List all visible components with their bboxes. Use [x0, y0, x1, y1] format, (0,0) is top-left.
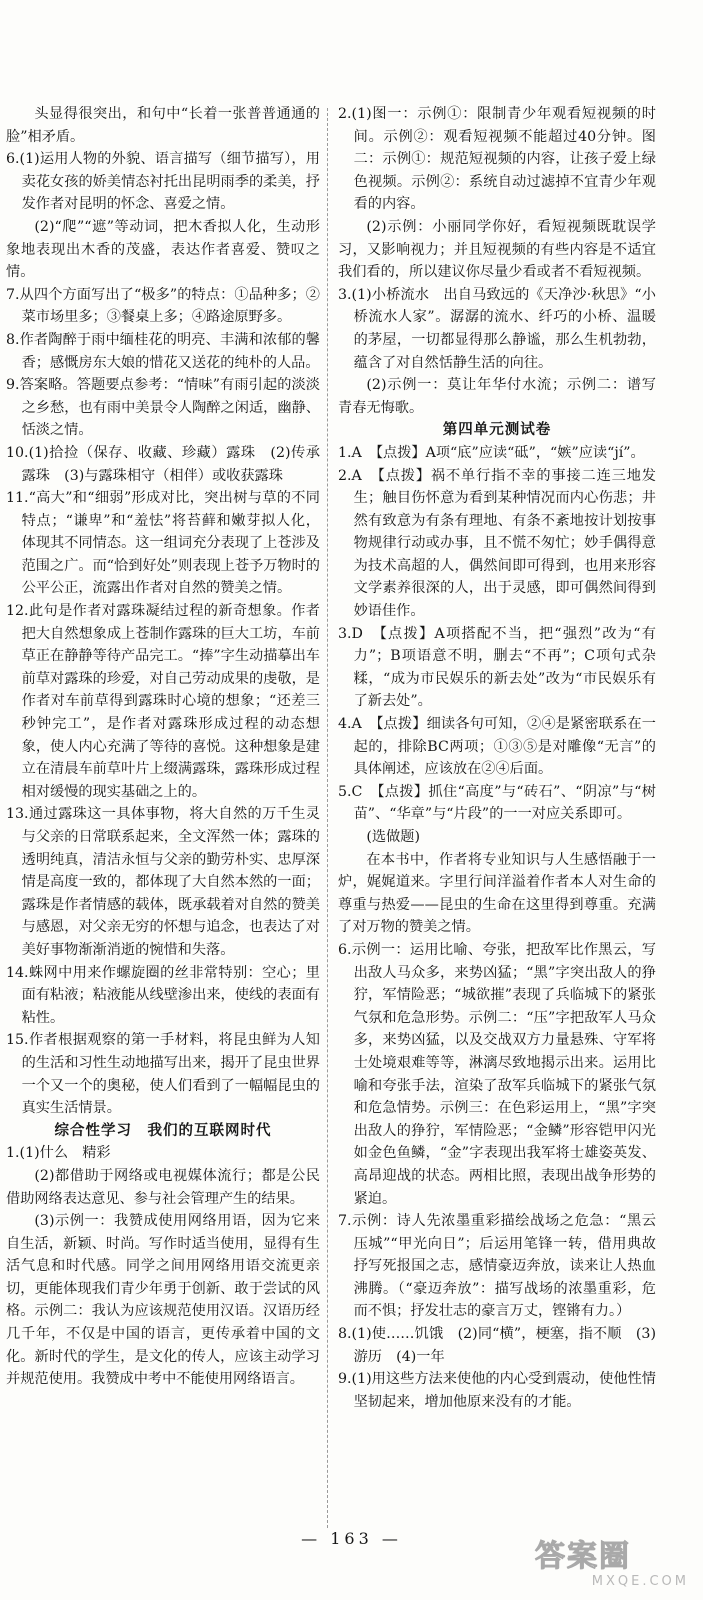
answer-paragraph: 在本书中，作者将专业知识与人生感悟融于一炉，娓娓道来。字里行间洋溢着作者本人对生命的尊重与热爱——昆虫的生命在这里得到尊重。充满了对万物的赞美之情。	[338, 851, 656, 936]
section-title: 第四单元测试卷	[442, 422, 552, 439]
answer-paragraph: (2)示例一：莫让年华付水流；示例二：谱写青春无悔歌。	[338, 377, 656, 416]
answer-paragraph: 头显得很突出，和句中“长着一张普普通通的脸”相矛盾。	[6, 106, 320, 145]
answer-paragraph: 1.A 【点拨】A项“底”应读“砥”，“嫉”应读“jí”。	[338, 444, 645, 461]
answer-paragraph: 2.(1)图一：示例①：限制青少年观看短视频的时间。示例②：观看短视频不能超过40分钟。图二：示例①：规范短视频的内容，让孩子爱上绿色视频。示例②：系统自动过滤掉不宜青少年观看的内容。	[338, 106, 656, 213]
section-title: 综合性学习 我们的互联网时代	[54, 1122, 272, 1139]
answer-paragraph: 7.示例：诗人先浓墨重彩描绘战场之危急：“黑云压城”“甲光向日”；后运用笔锋一转，借用典故抒写死报国之志，感情豪迈奔放，读来让人热血沸腾。（“豪迈奔放”：描写战场的浓墨重彩，危而不惧；抒发壮志的豪言万丈，铿锵有力。）	[338, 1213, 656, 1320]
answer-paragraph: 6.示例一：运用比喻、夸张，把敌军比作黑云，写出敌人马众多，来势凶猛；“黑”字突出敌人的狰狞，军情险恶；“城欲摧”表现了兵临城下的紧张气氛和危急形势。示例二：“压”字把敌军人马众多，来势凶猛，以及交战双方力量悬殊、守军将士处境艰难等等，淋漓尽致地揭示出来。运用比喻和夸张手法，渲染了敌军兵临城下的紧张气氛和危急情势。示例三：在色彩运用上，“黑”字突出敌人的狰狞，军情险恶；“金鳞”形容铠甲闪光如金色鱼鳞，“金”字表现出我军将士雄姿英发、高昂迎战的状态。两相比照，表现出战争形势的紧迫。	[338, 941, 656, 1207]
answer-paragraph: 9.答案略。答题要点参考：“情味”有雨引起的淡淡之乡愁，也有雨中美景令人陶醉之闲适，幽静、恬淡之情。	[6, 377, 320, 439]
answer-paragraph: 13.通过露珠这一具体事物，将大自然的万千生灵与父亲的日常联系起来，全文浑然一体；露珠的透明纯真，清洁永恒与父亲的勤劳朴实、忠厚深情是高度一致的，都体现了大自然本然的一面；露珠是作者情感的载体，既承载着对自然的赞美与感恩，对父亲无穷的怀想与追念，也表达了对美好事物渐渐消逝的惋惜和失落。	[6, 806, 320, 958]
answer-paragraph: 2.A 【点拨】祸不单行指不幸的事接二连三地发生；触目伤怀意为看到某种情况而内心伤悲；井然有致意为有条有理地、有条不紊地按计划按事物规律行动或办事，且不慌不匆忙；妙手偶得意为技术高超的人，偶然间即可得到，也用来形容文学素养很深的人，出于灵感，即可偶然间得到妙语佳作。	[338, 467, 656, 620]
answer-paragraph: 8.作者陶醉于雨中缅桂花的明亮、丰满和浓郁的馨香；感慨房东大娘的惜花又送花的纯朴的人品。	[6, 331, 320, 371]
answer-paragraph: 11.“高大”和“细弱”形成对比，突出树与草的不同特点；“谦卑”和“羞怯”将苔藓和嫩芽拟人化，体现其不同情态。这一组词充分表现了上苍涉及范围之广。而“恰到好处”则表现上苍予万物时的公平公正，流露出作者对自然的赞美之情。	[6, 490, 320, 597]
answer-paragraph: (选做题)	[366, 829, 421, 845]
watermark-logo-text: 答案圈	[535, 1539, 631, 1574]
answer-paragraph: 9.(1)用这些方法来使他的内心受到震动，使他性情坚韧起来，增加他原来没有的才能。	[338, 1371, 656, 1410]
right-column	[338, 103, 656, 1413]
answer-paragraph: 10.(1)拾捡（保存、收藏、珍藏）露珠 (2)传承露珠 (3)与露珠相守（相伴）或收获露珠	[6, 444, 320, 484]
answer-paragraph: 3.D 【点拨】A项搭配不当，把“强烈”改为“有力”；B项语意不明，删去“不再”；C项句式杂糅，“成为市民娱乐的新去处”改为“市民娱乐有了新去处”。	[338, 625, 656, 710]
answer-paragraph: 8.(1)使……饥饿 (2)同“横”，梗塞，指不顺 (3)游历 (4)一年	[338, 1326, 656, 1365]
column-divider	[327, 108, 328, 1528]
answer-paragraph: 5.C 【点拨】抓住“高度”与“砖石”、“阴凉”与“树苗”、“华章”与“片段”的一一对应关系即可。	[338, 783, 656, 823]
answer-paragraph: 15.作者根据观察的第一手材料，将昆虫鲜为人知的生活和习性生动地描写出来，揭开了昆虫世界一个又一个的奥秘，使人们看到了一幅幅昆虫的真实生活情景。	[6, 1032, 320, 1117]
answer-paragraph: (2)都借助于网络或电视媒体流行；都是公民借助网络表达意见、参与社会管理产生的结果。	[6, 1167, 320, 1207]
answer-paragraph: (3)示例一：我赞成使用网络用语，因为它来自生活，新颖、时尚。写作时适当使用，显得有生活气息和时代感。同学之间用网络用语交流更亲切，更能体现我们青少年勇于创新、敢于尝试的风格。示例二：我认为应该规范使用汉语。汉语历经几千年，不仅是中国的语言，更传承着中国的文化。新时代的学生，是文化的传人，应该主动学习并规范使用。我赞成中考中不能使用网络语言。	[6, 1213, 320, 1388]
answer-paragraph: (2)示例：小丽同学你好，看短视频既耽误学习，又影响视力；并且短视频的有些内容是不适宜我们看的，所以建议你尽量少看或者不看短视频。	[338, 218, 656, 281]
answer-paragraph: 14.蛛网中用来作螺旋圈的丝非常特别：空心；里面有粘液；粘液能从线壁渗出来，使线的表面有粘性。	[6, 964, 320, 1026]
answer-paragraph: 7.从四个方面写出了“极多”的特点：①品种多；②菜市场里多；③餐桌上多；④路途原野多。	[6, 286, 320, 326]
watermark-url: MXQE.COM	[591, 1574, 689, 1589]
left-column	[6, 103, 320, 1391]
answer-paragraph: 1.(1)什么 精彩	[6, 1145, 111, 1162]
answer-paragraph: 6.(1)运用人物的外貌、语言描写（细节描写），用卖花女孩的娇美情态衬托出昆明雨季的柔美，抒发作者对昆明的怀念、喜爱之情。	[6, 151, 320, 213]
answer-paragraph: 4.A 【点拨】细读各句可知，②④是紧密联系在一起的，排除BC两项；①③⑤是对雕像“无言”的具体阐述，应该放在②④后面。	[338, 716, 656, 778]
answer-paragraph: (2)“爬”“遮”等动词，把木香拟人化，生动形象地表现出木香的茂盛，表达作者喜爱、赞叹之情。	[6, 218, 320, 281]
answer-paragraph: 12.此句是作者对露珠凝结过程的新奇想象。作者把大自然想象成上苍制作露珠的巨大工坊，车前草正在静静等待产品完工。“捧”字生动描摹出车前草对露珠的珍爱，对自己劳动成果的虔敬，是作者对车前草得到露珠时心境的想象；“还差三秒钟完工”，是作者对露珠形成过程的动态想象，使人内心充满了等待的喜悦。这种想象是建立在清晨车前草叶片上缀满露珠，露珠形成过程相对缓慢的现实基础之上的。	[6, 603, 320, 800]
watermark-logo	[535, 1540, 695, 1594]
answer-paragraph: 3.(1)小桥流水 出自马致远的《天净沙·秋思》“小桥流水人家”。潺潺的流水、纤巧的小桥、温暖的茅屋，一切都显得那么静谧，那么生机勃勃，蕴含了对自然恬静生活的向往。	[338, 286, 656, 371]
page-number: — 163 —	[301, 1529, 402, 1548]
